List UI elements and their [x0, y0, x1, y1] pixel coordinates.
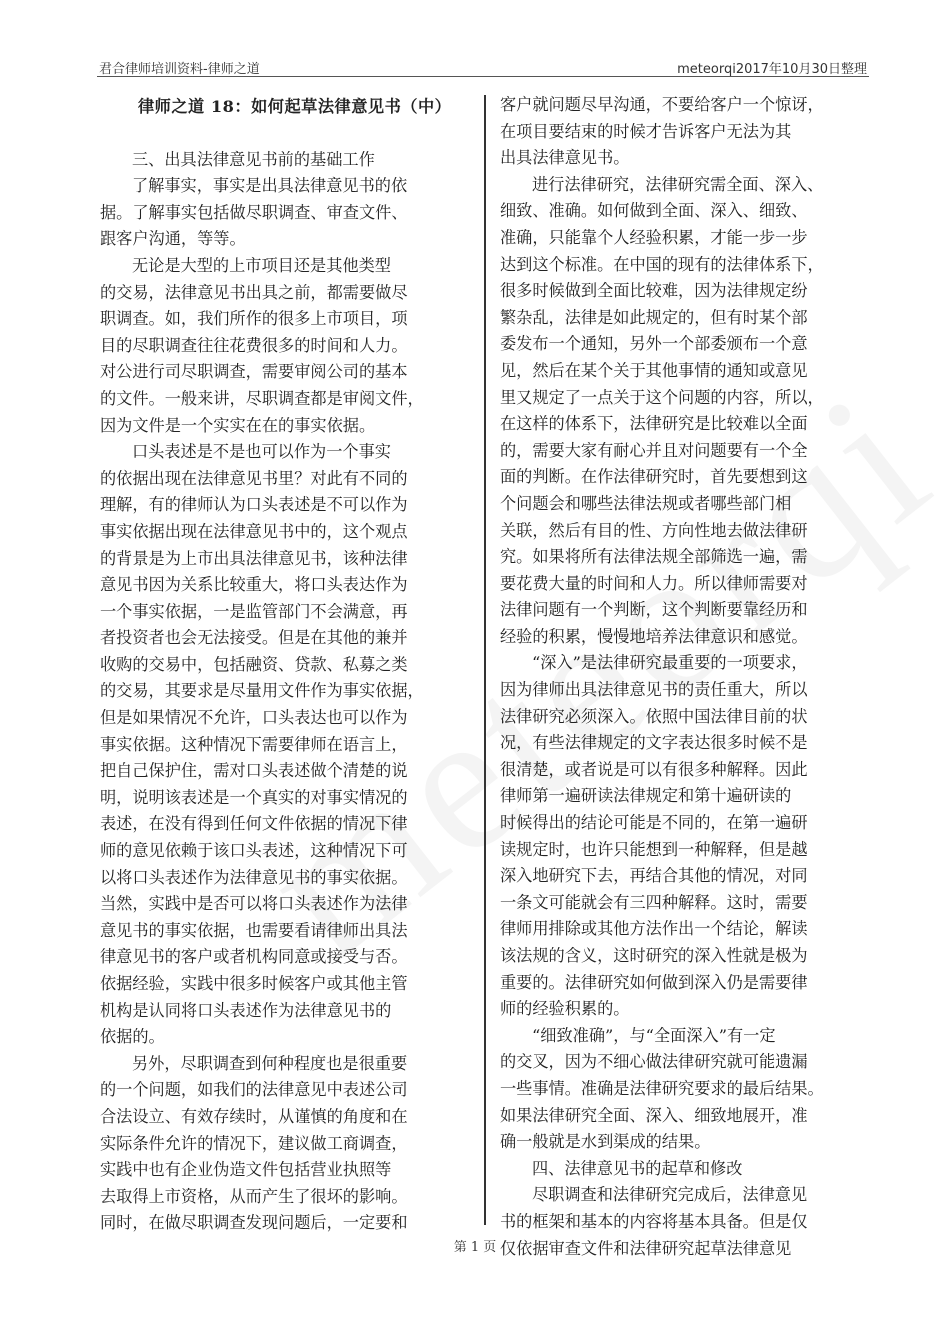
- header-right-text: meteorqi2017年10月30日整理: [677, 62, 867, 77]
- text-line: 事实依据出现在法律意见书中的，这个观点: [100, 521, 408, 541]
- text-line: 准确，只能靠个人经验积累，才能一步一步: [500, 227, 808, 247]
- text-line: “细致准确”，与“全面深入”有一定: [532, 1025, 776, 1045]
- text-line: 里又规定了一点关于这个问题的内容，所以，: [500, 387, 824, 407]
- text-line: 的一个问题，如我们的法律意见中表述公司: [100, 1080, 408, 1100]
- article-title: 律师之道 18：如何起草法律意见书（中）: [138, 97, 452, 116]
- text-line: 深入地研究下去，再结合其他的情况，对同: [500, 866, 808, 886]
- text-line: 况，有些法律规定的文字表达很多时候不是: [500, 733, 808, 753]
- text-line: 因为律师出具法律意见书的责任重大，所以: [500, 680, 808, 700]
- left-column: [100, 92, 468, 1237]
- text-line: 据。了解事实包括做尽职调查、审查文件、: [100, 202, 408, 222]
- text-line: 重要的。法律研究如何做到深入仍是需要律: [500, 972, 808, 992]
- text-line: 当然，实践中是否可以将口头表述作为法律: [100, 894, 408, 914]
- text-line: 确一般就是水到渠成的结果。: [500, 1132, 711, 1152]
- text-line: 在这样的体系下，法律研究是比较难以全面: [500, 414, 808, 434]
- text-line: 委发布一个通知，另外一个部委颁布一个意: [500, 334, 808, 354]
- text-line: 繁杂乱，法律是如此规定的，但有时某个部: [500, 307, 808, 327]
- text-line: 职调查。如，我们所作的很多上市项目，项: [100, 309, 408, 329]
- text-line: 意见书的事实依据，也需要看请律师出具法: [100, 920, 408, 940]
- text-line: 四、法律意见书的起草和修改: [532, 1158, 743, 1178]
- text-line: 读规定时，也许只能想到一种解释，但是越: [500, 839, 808, 859]
- text-line: 在项目要结束的时候才告诉客户无法为其: [500, 121, 792, 141]
- text-line: 细致、准确。如何做到全面、深入、细致、: [500, 201, 808, 221]
- text-line: 达到这个标准。在中国的现有的法律体系下，: [500, 254, 824, 274]
- text-line: 的交易，其要求是尽量用文件作为事实依据，: [100, 681, 424, 701]
- text-line: 另外，尽职调查到何种程度也是很重要: [132, 1053, 408, 1073]
- page-header: [97, 56, 869, 77]
- column-divider: [484, 95, 486, 1225]
- text-line: 法律问题有一个判断，这个判断要靠经历和: [500, 600, 808, 620]
- text-line: 如果法律研究全面、深入、细致地展开，准: [500, 1105, 808, 1125]
- text-line: 以将口头表述作为法律意见书的事实依据。: [100, 867, 408, 887]
- text-line: 律师用排除或其他方法作出一个结论，解读: [500, 919, 808, 939]
- text-line: 见，然后在某个关于其他事情的通知或意见: [500, 360, 808, 380]
- text-line: 该法规的含义，这时研究的深入性就是极为: [500, 946, 808, 965]
- text-line: 意见书因为关系比较重大，将口头表达作为: [100, 575, 408, 595]
- text-line: 跟客户沟通，等等。: [100, 229, 246, 249]
- text-line: 很多时候做到全面比较难，因为法律规定纷: [500, 281, 808, 301]
- text-line: 法律研究必须深入。依照中国法律目前的状: [500, 706, 808, 726]
- text-line: 关联，然后有目的性、方向性地去做法律研: [500, 520, 808, 540]
- text-line: 实践中也有企业伪造文件包括营业执照等: [100, 1160, 392, 1180]
- text-line: 理解，有的律师认为口头表述是不可以作为: [100, 495, 408, 515]
- text-line: 收购的交易中，包括融资、贷款、私募之类: [100, 654, 408, 674]
- text-line: 实际条件允许的情况下，建议做工商调查，: [100, 1133, 408, 1153]
- text-line: 一个事实依据，一是监管部门不会满意，再: [100, 601, 408, 621]
- right-column: [500, 92, 872, 1262]
- text-line: 者投资者也会无法接受。但是在其他的兼并: [100, 628, 408, 648]
- text-line: 时候得出的结论可能是不同的，在第一遍研: [500, 813, 808, 833]
- text-line: 师的经验积累的。: [500, 999, 630, 1019]
- text-line: 出具法律意见书。: [500, 148, 630, 168]
- text-line: 的交易，法律意见书出具之前，都需要做尽: [100, 282, 408, 302]
- text-line: 尽职调查和法律研究完成后，法律意见: [532, 1185, 808, 1205]
- text-line: 表述，在没有得到任何文件依据的情况下律: [100, 814, 408, 834]
- text-line: 目的尽职调查往往花费很多的时间和人力。: [100, 335, 408, 355]
- text-line: 的依据出现在法律意见书里？对此有不同的: [100, 468, 408, 488]
- text-line: 一些事情。准确是法律研究要求的最后结果。: [500, 1078, 824, 1098]
- text-line: 对公进行司尽职调查，需要审阅公司的基本: [100, 362, 408, 382]
- text-line: 律师第一遍研读法律规定和第十遍研读的: [500, 786, 792, 806]
- text-line: 因为文件是一个实实在在的事实依据。: [100, 415, 376, 435]
- text-line: 事实依据。这种情况下需要律师在语言上，: [100, 734, 408, 754]
- text-line: “深入”是法律研究最重要的一项要求，: [532, 653, 808, 673]
- text-line: 三、出具法律意见书前的基础工作: [132, 149, 375, 169]
- text-line: 同时，在做尽职调查发现问题后，一定要和: [100, 1213, 408, 1233]
- page-number: 第 1 页: [453, 1240, 497, 1255]
- text-line: 合法设立、有效存续时，从谨慎的角度和在: [100, 1106, 408, 1126]
- text-line: 经验的积累，慢慢地培养法律意识和感觉。: [500, 626, 808, 646]
- text-line: 仅依据审查文件和法律研究起草法律意见: [500, 1238, 792, 1258]
- text-line: 去取得上市资格，从而产生了很坏的影响。: [100, 1186, 408, 1206]
- text-line: 师的意见依赖于该口头表述，这种情况下可: [100, 841, 408, 861]
- text-line: 书的框架和基本的内容将基本具备。但是仅: [500, 1211, 808, 1231]
- text-line: 个问题会和哪些法律法规或者哪些部门相: [500, 493, 792, 513]
- text-line: 明，说明该表述是一个真实的对事实情况的: [100, 787, 408, 807]
- text-line: 要花费大量的时间和人力。所以律师需要对: [500, 573, 808, 593]
- text-line: 的背景是为上市出具法律意见书，该种法律: [100, 548, 408, 568]
- text-line: 口头表述是不是也可以作为一个事实: [132, 442, 391, 462]
- text-line: 很清楚，或者说是可以有很多种解释。因此: [500, 759, 808, 779]
- header-left-text: 君合律师培训资料-律师之道: [99, 62, 260, 77]
- text-line: 把自己保护住，需对口头表述做个清楚的说: [100, 761, 408, 781]
- text-line: 但是如果情况不允许，口头表达也可以作为: [100, 708, 408, 728]
- text-line: 依据经验，实践中很多时候客户或其他主管: [100, 974, 408, 993]
- text-line: 的文件。一般来讲，尽职调查都是审阅文件，: [100, 388, 424, 408]
- text-line: 机构是认同将口头表述作为法律意见书的: [100, 1000, 392, 1020]
- text-line: 无论是大型的上市项目还是其他类型: [132, 255, 391, 275]
- text-line: 律意见书的客户或者机构同意或接受与否。: [100, 947, 408, 967]
- text-line: 一条文可能就会有三四种解释。这时，需要: [500, 892, 808, 912]
- text-line: 客户就问题尽早沟通，不要给客户一个惊讶，: [500, 95, 824, 114]
- text-line: 的，需要大家有耐心并且对问题要有一个全: [500, 440, 808, 460]
- text-line: 的交叉，因为不细心做法律研究就可能遗漏: [500, 1052, 808, 1072]
- text-line: 依据的。: [100, 1027, 165, 1047]
- text-line: 究。如果将所有法律法规全部筛选一遍，需: [500, 547, 808, 567]
- text-line: 了解事实，事实是出具法律意见书的依: [132, 176, 408, 196]
- text-line: 进行法律研究，法律研究需全面、深入、: [532, 174, 824, 194]
- text-line: 面的判断。在作法律研究时，首先要想到这: [500, 467, 808, 487]
